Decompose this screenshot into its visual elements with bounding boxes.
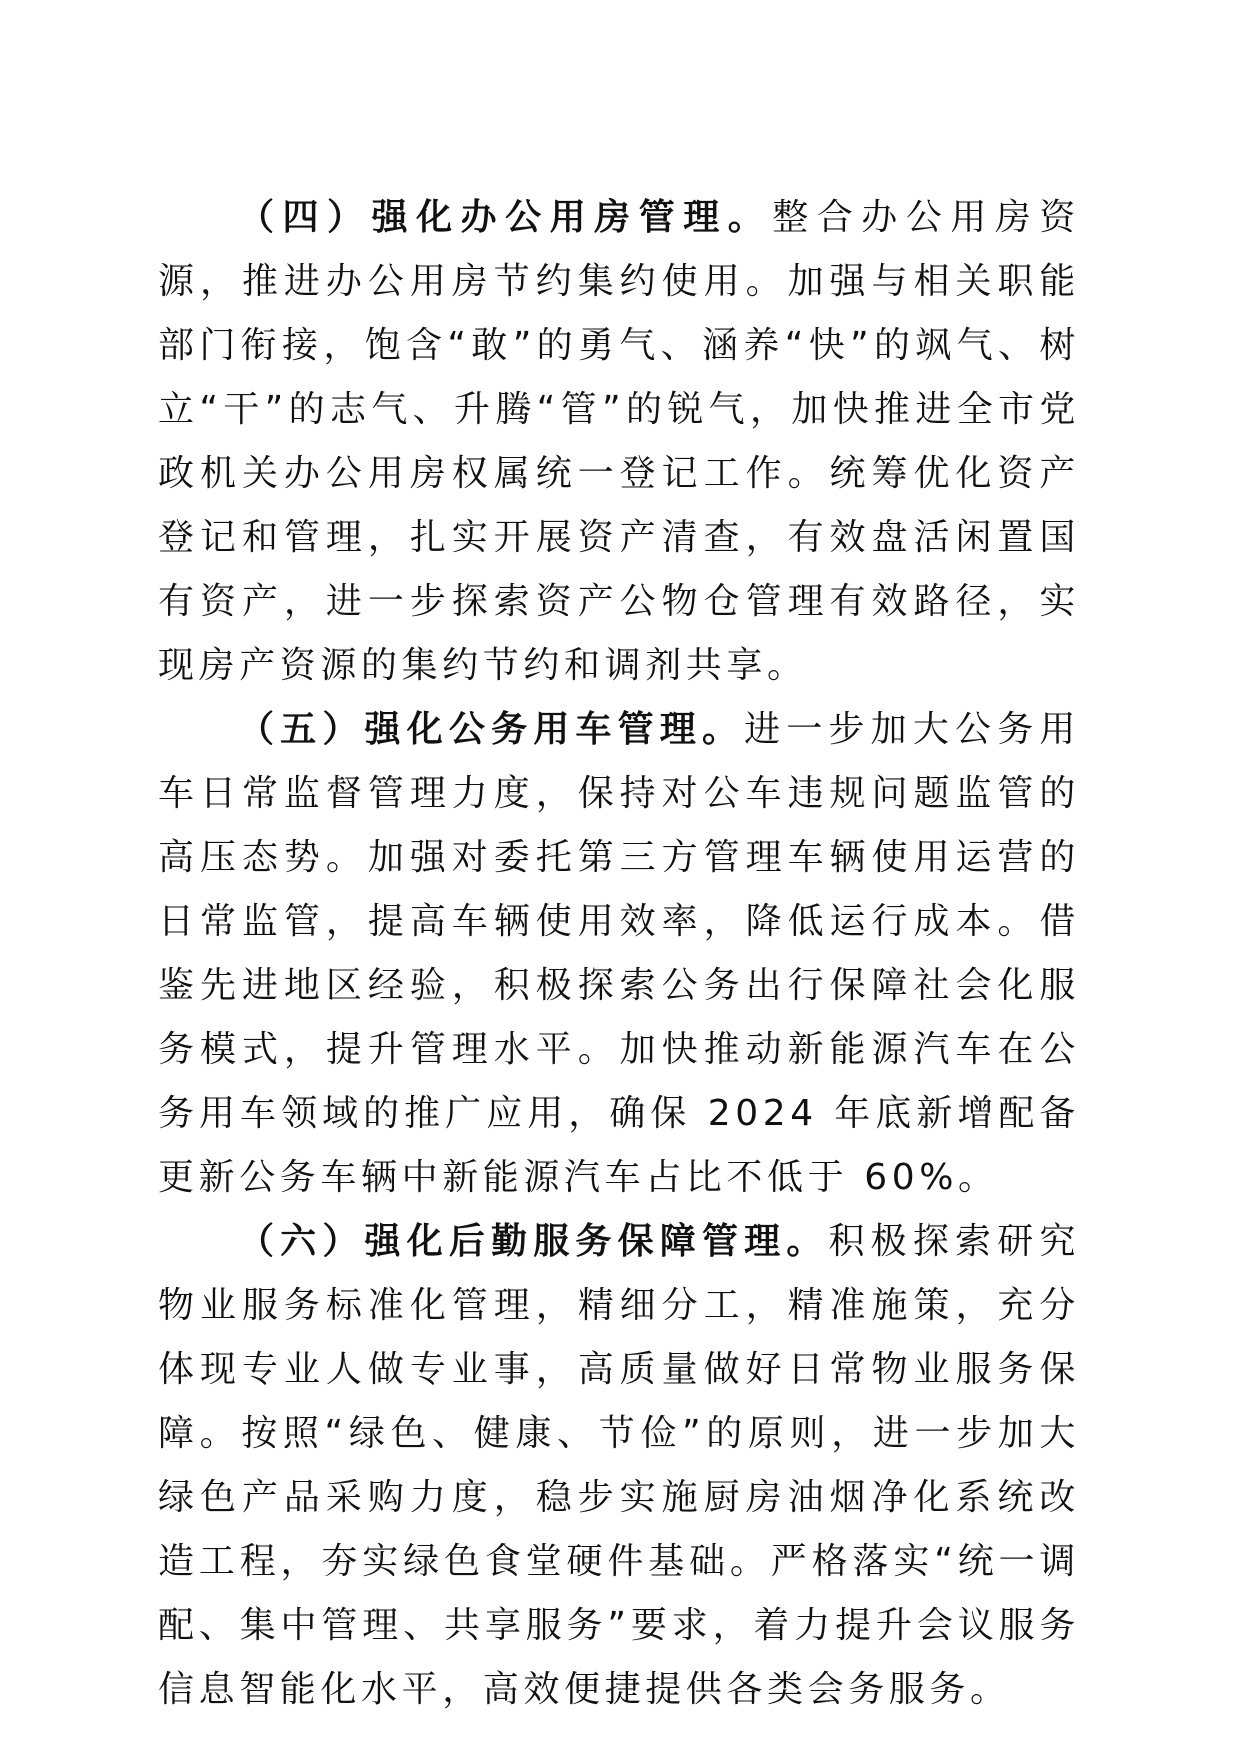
document-page: [158, 186, 1080, 1722]
paragraph-heading: （四）强化办公用房管理。: [238, 197, 773, 238]
paragraph-office-housing: [158, 186, 1080, 698]
paragraph-official-vehicles: [158, 698, 1080, 1210]
paragraph-body: 进一步加大公务用车日常监督管理力度，保持对公车违规问题监管的高压态势。加强对委托第三方管理车辆使用运营的日常监管，提高车辆使用效率，降低运行成本。借鉴先进地区经验，积极探索公务出行保障社会化服务模式，提升管理水平。加快推动新能源汽车在公务用车领域的推广应用，确保 2024 年底新增配备更新公务车辆中新能源汽车占比不低于 60%。: [158, 709, 1080, 1198]
paragraph-logistics-services: [158, 1210, 1080, 1722]
paragraph-heading: （六）强化后勤服务保障管理。: [238, 1221, 829, 1262]
paragraph-heading: （五）强化公务用车管理。: [238, 709, 745, 750]
paragraph-body: 积极探索研究物业服务标准化管理，精细分工，精准施策，充分体现专业人做专业事，高质量做好日常物业服务保障。按照“绿色、健康、节俭”的原则，进一步加大绿色产品采购力度，稳步实施厨房油烟净化系统改造工程，夯实绿色食堂硬件基础。严格落实“统一调配、集中管理、共享服务”要求，着力提升会议服务信息智能化水平，高效便捷提供各类会务服务。: [158, 1221, 1080, 1710]
paragraph-body: 整合办公用房资源，推进办公用房节约集约使用。加强与相关职能部门衔接，饱含“敢”的勇气、涵养“快”的飒气、树立“干”的志气、升腾“管”的锐气，加快推进全市党政机关办公用房权属统一登记工作。统筹优化资产登记和管理，扎实开展资产清查，有效盘活闲置国有资产，进一步探索资产公物仓管理有效路径，实现房产资源的集约节约和调剂共享。: [158, 197, 1080, 686]
